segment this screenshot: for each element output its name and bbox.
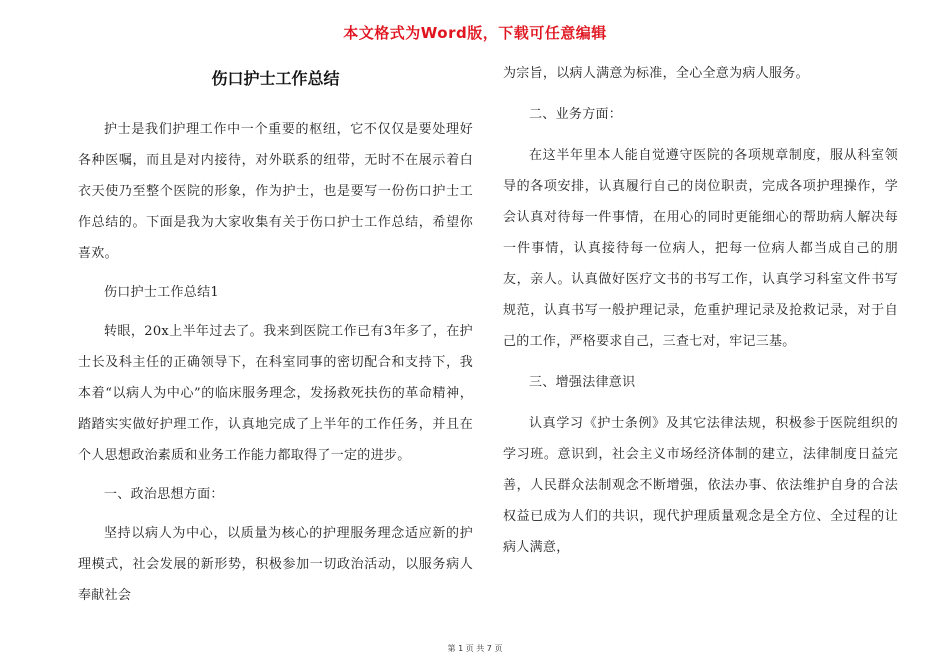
word-format-banner: 本文格式为Word版，下载可任意编辑 [343,24,607,42]
section-heading-law: 三、增强法律意识 [529,375,636,390]
section-heading-summary-1: 伤口护士工作总结1 [104,285,219,300]
document-title: 伤口护士工作总结 [211,69,340,88]
body-paragraph: 转眼，20x上半年过去了。我来到医院工作已有3年多了，在护士长及科主任的正确领导下，在科室同事的密切配合和支持下，我本着“以病人为中心”的临床服务理念，发扬救死扶伤的革命精神，踏踏实实做好护理工作，认真地完成了上半年的工作任务，并且在个人思想政治素质和业务工作能力都取得了一定的进步。 [78,324,473,463]
body-paragraph: 认真学习《护士条例》及其它法律法规，积极参于医院组织的学习班。意识到，社会主义市场经济体制的建立，法律制度日益完善，人民群众法制观念不断增强，依法办事、依法维护自身的合法权益已成为人们的共识，现代护理质量观念是全方位、全过程的让病人满意， [503,416,898,555]
continued-paragraph: 为宗旨，以病人满意为标准，全心全意为病人服务。 [503,66,809,81]
right-column [503,58,898,573]
intro-paragraph: 护士是我们护理工作中一个重要的枢纽，它不仅仅是要处理好各种医嘱，而且是对内接待，对外联系的纽带，无时不在展示着白衣天使乃至整个医院的形象，作为护士，也是要写一份伤口护士工作总结的。下面是我为大家收集有关于伤口护士工作总结，希望你喜欢。 [78,122,473,261]
section-heading-business: 二、业务方面： [529,107,623,122]
left-column [78,58,473,619]
page-number-footer: 第 1 页 共 7 页 [447,644,503,653]
body-paragraph: 在这半年里本人能自觉遵守医院的各项规章制度，服从科室领导的各项安排，认真履行自己的岗位职责，完成各项护理操作，学会认真对待每一件事情，在用心的同时更能细心的帮助病人解决每一件事情，认真接待每一位病人，把每一位病人都当成自己的朋友，亲人。认真做好医疗文书的书写工作，认真学习科室文件书写规范，认真书写一般护理记录，危重护理记录及抢救记录，对于自己的工作，严格要求自己，三查七对，牢记三基。 [503,148,898,349]
section-heading-politics: 一、政治思想方面： [104,487,224,502]
body-paragraph: 坚持以病人为中心，以质量为核心的护理服务理念适应新的护理模式，社会发展的新形势，积极参加一切政治活动，以服务病人奉献社会 [78,526,473,603]
